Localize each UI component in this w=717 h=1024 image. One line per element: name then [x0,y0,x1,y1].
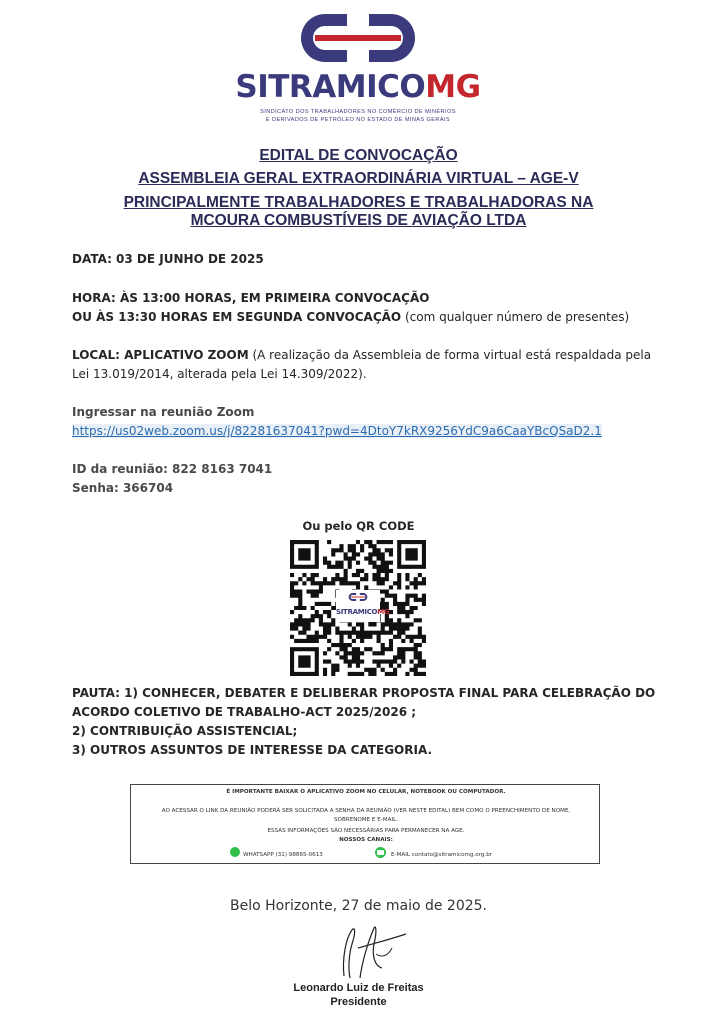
notice-line5: NOSSOS CANAIS: [339,837,393,843]
zoom-qr-code[interactable] [290,540,426,676]
chain-link-emblem [285,8,431,68]
zoom-link[interactable]: https://us02web.zoom.us/j/82281637041?pwd=4DtoY7kRX9256YdC9a6CaaYBcQSaD2.1 [72,424,602,438]
email-icon [375,847,386,858]
qr-finder-pattern [290,647,319,676]
meeting-date: DATA: 03 DE JUNHO DE 2025 [72,252,264,266]
heading-trabalhadores: PRINCIPALMENTE TRABALHADORES E TRABALHADORAS NA [123,194,594,211]
email-contact[interactable]: E-MAIL contato@sitramicomg.org.br [391,852,493,858]
sitramico-logo [233,8,483,124]
meeting-password: Senha: 366704 [72,481,174,495]
qr-finder-pattern [397,540,426,569]
agenda-item-1: PAUTA: 1) CONHECER, DEBATER E DELIBERAR PROPOSTA FINAL PARA CELEBRAÇÃO DO [72,686,656,700]
zoom-label: Ingressar na reunião Zoom [72,405,255,419]
meeting-time-second: OU ÀS 13:30 HORAS EM SEGUNDA CONVOCAÇÃO (com qualquer número de presentes) [72,310,630,324]
place-date: Belo Horizonte, 27 de maio de 2025. [229,898,488,914]
logo-wordmark: SITRAMICOMG [235,69,481,105]
meeting-time-first: HORA: ÀS 13:00 HORAS, EM PRIMEIRA CONVOCAÇÃO [72,291,430,305]
signer-role: Presidente [330,996,387,1008]
qr-finder-pattern [290,540,319,569]
agenda-item-1-cont: ACORDO COLETIVO DE TRABALHO-ACT 2025/2026 ; [72,705,417,719]
heading-edital: EDITAL DE CONVOCAÇÃO [259,147,458,164]
notice-box [130,784,600,864]
notice-line2: AO ACESSAR O LINK DA REUNIÃO PODERÁ SER SOLICITADA A SENHA DA REUNIÃO (VER NESTE EDITAL) BEM COMO O PREENCHIMENTO DE NOME, [161,808,571,814]
logo-subtitle-line1: SINDICATO DOS TRABALHADORES NO COMÉRCIO DE MINÉRIOS [260,109,456,115]
meeting-id: ID da reunião: 822 8163 7041 [72,462,273,476]
notice-line4: ESSAS INFORMAÇÕES SÃO NECESSÁRIAS PARA PERMANECER NA AGE. [267,828,465,834]
agenda-item-3: 3) OUTROS ASSUNTOS DE INTERESSE DA CATEGORIA. [72,743,433,757]
meeting-location: LOCAL: APLICATIVO ZOOM (A realização da Assembleia de forma virtual está respaldada pela [72,348,652,362]
qr-label: Ou pelo QR CODE [302,519,415,533]
whatsapp-contact[interactable]: WHATSAPP (31) 98865-0613 [243,852,323,858]
meeting-location-law: Lei 13.019/2014, alterada pela Lei 14.309/2022). [72,367,367,381]
logo-subtitle-line2: E DERIVADOS DE PETRÓLEO NO ESTADO DE MINAS GERAIS [265,117,451,123]
notice-line1: É IMPORTANTE BAIXAR O APLICATIVO ZOOM NO CELULAR, NOTEBOOK OU COMPUTADOR. [226,789,506,795]
heading-assembleia: ASSEMBLEIA GERAL EXTRAORDINÁRIA VIRTUAL – AGE-V [138,170,579,187]
notice-line3: SOBRENOME E E-MAIL. [333,817,398,823]
chain-link-emblem-small [346,591,370,603]
heading-company: MCOURA COMBUSTÍVEIS DE AVIAÇÃO LTDA [190,212,527,229]
agenda-item-2: 2) CONTRIBUIÇÃO ASSISTENCIAL; [72,724,298,738]
qr-center-logo: SITRAMICOMG [336,590,380,622]
whatsapp-icon [230,847,240,857]
handwritten-signature [322,918,412,984]
signer-name: Leonardo Luiz de Freitas [293,982,424,994]
